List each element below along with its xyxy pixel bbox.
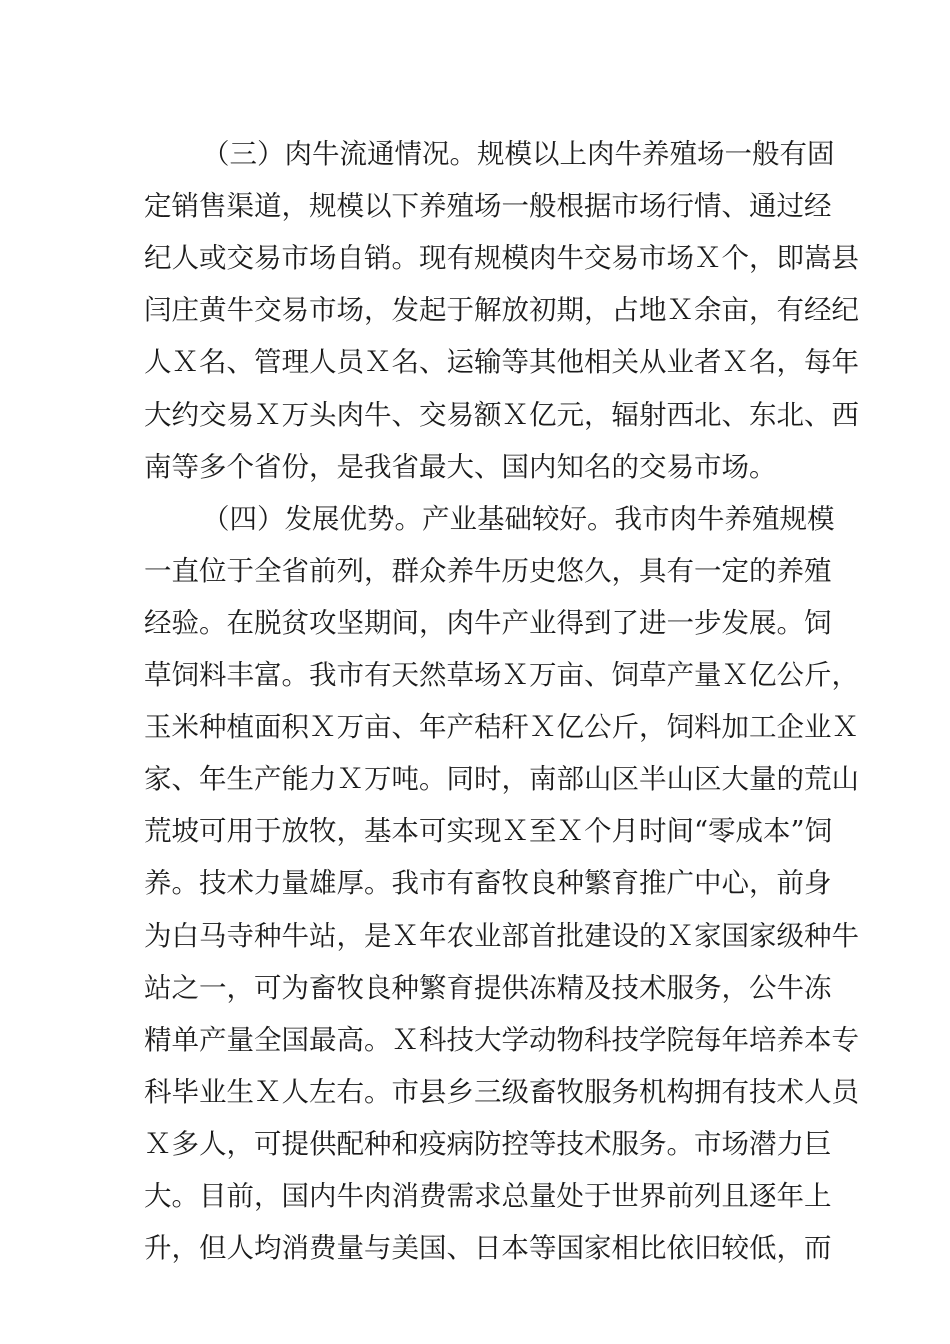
text-line: 草饲料丰富。我市有天然草场Ｘ万亩、饲草产量Ｘ亿公斤， — [144, 659, 859, 691]
text-line: （三）肉牛流通情况。规模以上肉牛养殖场一般有固 — [202, 138, 835, 170]
text-line: 定销售渠道，规模以下养殖场一般根据市场行情、通过经 — [144, 190, 832, 223]
text-line: 升，但人均消费量与美国、日本等国家相比依旧较低，而 — [144, 1232, 832, 1265]
text-line: 家、年生产能力Ｘ万吨。同时，南部山区半山区大量的荒山 — [144, 763, 859, 796]
text-line: 纪人或交易市场自销。现有规模肉牛交易市场Ｘ个，即嵩县 — [144, 242, 859, 275]
text-line: 大。目前，国内牛肉消费需求总量处于世界前列且逐年上 — [144, 1180, 832, 1212]
text-line: 人Ｘ名、管理人员Ｘ名、运输等其他相关从业者Ｘ名，每年 — [144, 346, 859, 379]
text-line: 玉米种植面积Ｘ万亩、年产秸秆Ｘ亿公斤，饲料加工企业Ｘ — [144, 711, 859, 744]
text-line: 一直位于全省前列，群众养牛历史悠久，具有一定的养殖 — [144, 554, 832, 587]
text-line: 科毕业生Ｘ人左右。市县乡三级畜牧服务机构拥有技术人员 — [144, 1075, 859, 1108]
text-line: 南等多个省份，是我省最大、国内知名的交易市场。 — [144, 450, 777, 483]
text-line: （四）发展优势。产业基础较好。我市肉牛养殖规模 — [202, 502, 835, 535]
text-line: Ｘ多人，可提供配种和疫病防控等技术服务。市场潜力巨 — [144, 1127, 832, 1160]
text-line: 闫庄黄牛交易市场，发起于解放初期，占地Ｘ余亩，有经纪 — [144, 294, 859, 327]
text-line: 站之一，可为畜牧良种繁育提供冻精及技术服务，公牛冻 — [144, 971, 832, 1004]
text-line: 精单产量全国最高。Ｘ科技大学动物科技学院每年培养本专 — [144, 1023, 859, 1056]
text-line: 荒坡可用于放牧，基本可实现Ｘ至Ｘ个月时间“零成本”饲 — [144, 815, 833, 848]
text-line: 经验。在脱贫攻坚期间，肉牛产业得到了进一步发展。饲 — [144, 606, 832, 639]
text-line: 为白马寺种牛站，是Ｘ年农业部首批建设的Ｘ家国家级种牛 — [144, 919, 859, 952]
text-line: 养。技术力量雄厚。我市有畜牧良种繁育推广中心，前身 — [144, 867, 832, 900]
text-line: 大约交易Ｘ万头肉牛、交易额Ｘ亿元，辐射西北、东北、西 — [144, 398, 859, 431]
